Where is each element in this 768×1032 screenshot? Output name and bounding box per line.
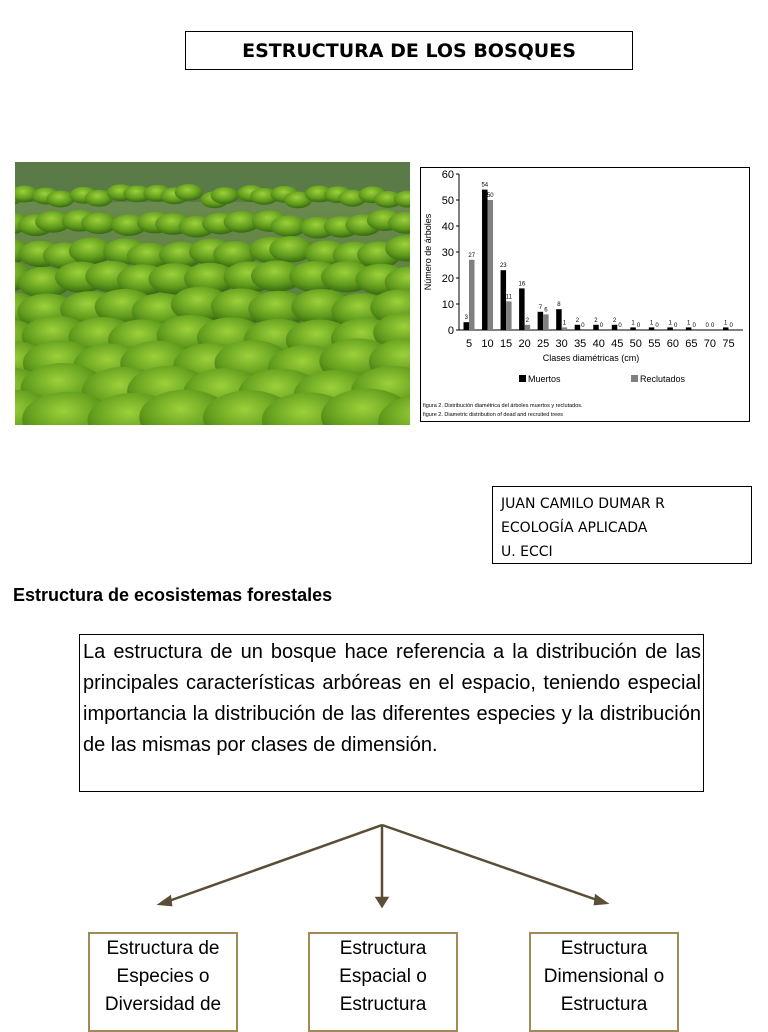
x-axis-label: Clases diamétricas (cm) <box>542 353 640 363</box>
category-box-spatial <box>308 932 458 1032</box>
x-tick-label: 70 <box>703 338 717 350</box>
x-tick-label: 5 <box>465 338 473 350</box>
y-tick-label: 60 <box>441 169 454 181</box>
y-tick-label: 50 <box>441 195 454 207</box>
data-label: 1 <box>668 320 672 327</box>
data-label: 3 <box>464 315 468 322</box>
data-label: 54 <box>481 182 489 189</box>
data-label: 0 <box>655 323 659 329</box>
data-label: 1 <box>686 320 691 327</box>
data-label: 8 <box>557 302 561 309</box>
data-label: 1 <box>562 320 567 327</box>
category-spatial-text: Estructura Espacial o Estructura <box>339 938 427 1015</box>
x-tick-label: 15 <box>499 338 513 350</box>
y-tick-label: 20 <box>441 273 454 285</box>
data-label: 16 <box>518 281 526 288</box>
data-label: 1 <box>631 320 635 327</box>
figure-caption-es: figura 2. Distribución diamétrica del árboles muertos y reclutados. <box>423 403 583 409</box>
data-label: 0 <box>636 323 641 329</box>
data-label: 1 <box>724 320 728 327</box>
data-label: 0 <box>711 323 715 329</box>
data-label: 0 <box>729 323 733 329</box>
definition-text: La estructura de un bosque hace referencia a la distribución de las principales características arbóreas en el espacio, teniendo especial importancia la distribución de las diferentes especies y la distribución de las mismas por clases de dimensión. <box>83 641 701 756</box>
x-tick-label: 10 <box>481 338 494 350</box>
x-tick-label: 65 <box>685 338 698 350</box>
data-label: 2 <box>575 317 580 324</box>
data-label: 0 <box>692 323 696 329</box>
page-title: ESTRUCTURA DE LOS BOSQUES <box>242 39 576 62</box>
category-dimensional-text: Estructura Dimensional o Estructura <box>543 938 665 1015</box>
x-tick-label: 30 <box>555 338 568 350</box>
data-label: 27 <box>468 252 476 259</box>
data-label: 0 <box>581 323 585 329</box>
data-label: 6 <box>544 307 548 314</box>
data-label: 2 <box>525 317 530 324</box>
data-label: 23 <box>499 263 507 270</box>
category-box-dimensional <box>529 932 679 1032</box>
x-tick-label: 75 <box>722 338 735 350</box>
data-label: 11 <box>505 294 512 301</box>
data-label: 0 <box>599 323 604 329</box>
x-tick-label: 50 <box>629 338 642 350</box>
y-tick-label: 10 <box>441 299 454 311</box>
figure-caption-en: figure 2. Diametric distribution of dead and recruited trees <box>423 412 564 418</box>
y-axis-label: Número de árboles <box>423 213 433 291</box>
y-tick-label: 40 <box>441 221 454 233</box>
data-label: 7 <box>538 304 543 311</box>
data-label: 2 <box>612 317 617 324</box>
author-institution: U. ECCI <box>501 544 553 560</box>
category-box-species <box>88 932 238 1032</box>
data-label: 0 <box>673 323 678 329</box>
data-label: 2 <box>594 317 598 324</box>
x-tick-label: 55 <box>648 338 661 350</box>
data-label: 50 <box>486 193 494 199</box>
x-tick-label: 35 <box>574 338 587 350</box>
arrow-left <box>166 825 382 902</box>
arrow-right <box>382 825 600 901</box>
data-label: 0 <box>705 323 709 329</box>
x-tick-label: 25 <box>537 338 550 350</box>
x-tick-label: 45 <box>611 338 624 350</box>
author-name: JUAN CAMILO DUMAR R <box>501 496 665 512</box>
legend-label-muertos: Muertos <box>528 374 561 384</box>
y-tick-label: 0 <box>447 325 454 337</box>
data-label: 0 <box>618 323 622 329</box>
data-label: 1 <box>649 320 654 327</box>
x-tick-label: 60 <box>666 338 679 350</box>
y-tick-label: 30 <box>441 247 454 259</box>
x-tick-label: 20 <box>518 338 531 350</box>
category-species-text: Estructura de Especies o Diversidad de <box>104 938 222 1015</box>
x-tick-label: 40 <box>592 338 605 350</box>
legend-label-reclutados: Reclutados <box>640 374 686 384</box>
author-course: ECOLOGÍA APLICADA <box>501 520 648 536</box>
section-title: Estructura de ecosistemas forestales <box>13 585 333 605</box>
